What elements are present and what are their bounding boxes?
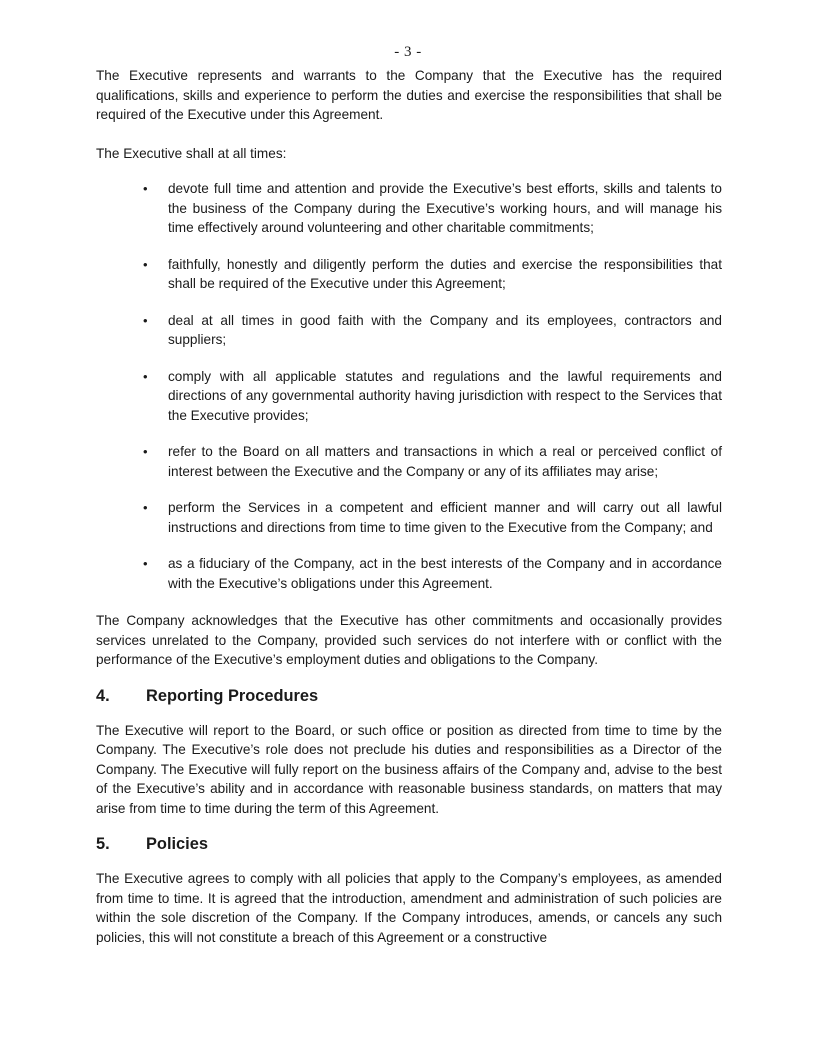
lead-in-paragraph: The Executive shall at all times: [96,145,287,161]
bullet-icon: • [143,312,148,328]
page-number: - 3 - [394,44,422,60]
list-item-text: as a fiduciary of the Company, act in the best interests of the Company and in accordance with the Executive’s obligations under this Agreement. [168,556,722,591]
bullet-icon: • [143,500,148,515]
list-item [96,554,722,593]
bullet-icon: • [143,444,148,459]
list-item [96,367,722,426]
section-body-reporting-procedures: The Executive will report to the Board, or such office or position as directed from time to time by the Company. The Executive’s role does not preclude his duties and responsibilities as a Director of the Company. The Executive will fully report on the business affairs of the Company and, advise to the best of the Executive’s ability and in accordance with reasonable business standards, on matters that may arise from time to time during the term of this Agreement. [96,722,722,816]
section-heading-policies [96,833,722,855]
list-item-text: devote full time and attention and provide the Executive’s best efforts, skills and talents to the business of the Company during the Executive’s working hours, and will manage his time effectively around volunteering and other charitable commitments; [168,181,722,235]
obligations-list [96,179,722,593]
section-number: 4. [96,686,110,705]
list-item-text: refer to the Board on all matters and transactions in which a real or perceived conflict of interest between the Executive and the Company or any of its affiliates may arise; [168,444,722,479]
section-heading-reporting-procedures [96,685,722,707]
list-item [96,311,722,350]
list-item-text: deal at all times in good faith with the Company and its employees, contractors and suppliers; [168,312,722,347]
bullet-icon: • [143,256,148,272]
list-item [96,498,722,537]
list-item-text: perform the Services in a competent and efficient manner and will carry out all lawful instructions and directions from time to time given to the Executive from the Company; and [168,500,722,535]
section-title: Reporting Procedures [146,686,319,705]
bullet-icon: • [143,556,148,571]
intro-paragraph: The Executive represents and warrants to the Company that the Executive has the required qualifications, skills and experience to perform the duties and exercise the responsibilities that shall be required of the Executive under this Agreement. [96,68,722,122]
acknowledgement-paragraph: The Company acknowledges that the Executive has other commitments and occasionally provides services unrelated to the Company, provided such services do not interfere with or conflict with the performance of the Executive’s employment duties and obligations to the Company. [96,613,722,667]
list-item [96,179,722,238]
list-item [96,442,722,481]
section-number: 5. [96,835,110,853]
page-content [96,66,722,947]
section-title: Policies [146,835,208,853]
list-item-text: faithfully, honestly and diligently perform the duties and exercise the responsibilities that shall be required of the Executive under this Agreement; [168,256,722,291]
bullet-icon: • [143,368,148,384]
list-item [96,255,722,294]
bullet-icon: • [143,181,148,196]
list-item-text: comply with all applicable statutes and regulations and the lawful requirements and directions of any governmental authority having jurisdiction with respect to the Services that the Executive provides; [168,368,722,423]
section-body-policies: The Executive agrees to comply with all policies that apply to the Company’s employees, as amended from time to time. It is agreed that the introduction, amendment and administration of such policies are within the sole discretion of the Company. If the Company introduces, amends, or cancels any such policies, this will not constitute a breach of this Agreement or a constructive [96,871,722,945]
